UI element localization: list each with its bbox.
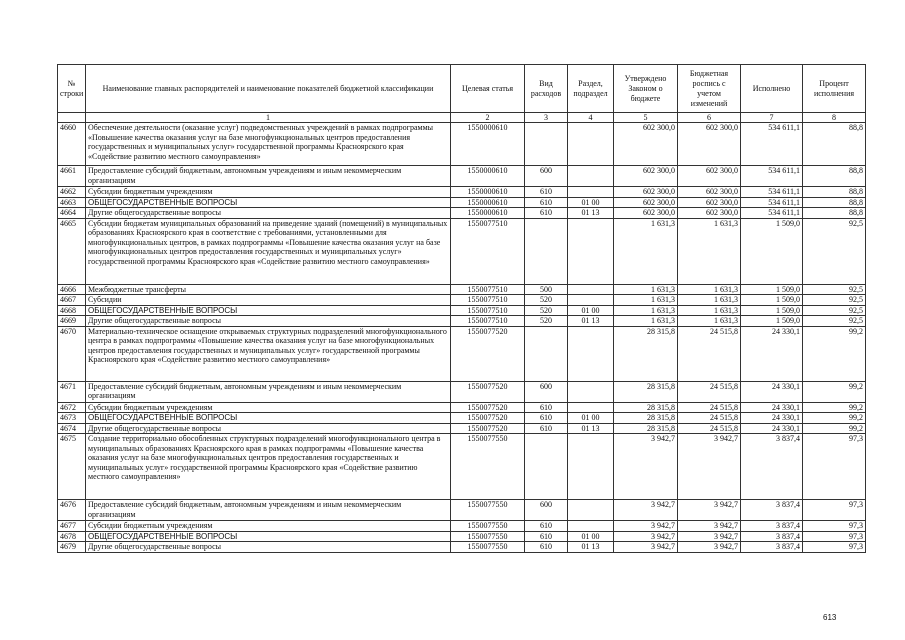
execution-percent: 99,2 [803, 423, 866, 434]
header-budget-schedule: Бюджетная роспись с учетом изменений [678, 65, 741, 113]
section-code: 01 00 [568, 413, 614, 424]
section-code [568, 166, 614, 187]
expense-type: 600 [525, 166, 568, 187]
approved-amount: 1 631,3 [614, 284, 678, 295]
section-code [568, 187, 614, 198]
execution-percent: 88,8 [803, 197, 866, 208]
table-row [58, 208, 866, 219]
row-number: 4673 [58, 413, 86, 424]
schedule-amount: 1 631,3 [678, 284, 741, 295]
expense-type: 610 [525, 531, 568, 542]
execution-percent: 88,8 [803, 208, 866, 219]
schedule-amount: 602 300,0 [678, 123, 741, 166]
schedule-amount: 602 300,0 [678, 187, 741, 198]
executed-amount: 534 611,1 [741, 123, 803, 166]
approved-amount: 28 315,8 [614, 413, 678, 424]
row-number: 4662 [58, 187, 86, 198]
table-row [58, 413, 866, 424]
target-article: 1550077520 [451, 326, 525, 381]
expense-type: 610 [525, 542, 568, 553]
approved-amount: 602 300,0 [614, 187, 678, 198]
approved-amount: 602 300,0 [614, 166, 678, 187]
approved-amount: 3 942,7 [614, 434, 678, 500]
expense-type: 610 [525, 187, 568, 198]
section-code: 01 00 [568, 531, 614, 542]
row-name: Субсидии бюджетам муниципальных образований на приведение зданий (помещений) в муниципальных образованиях Красноярского края в соответствие с требованиями, установленными для многофункциональных центров, в рамках подпрограммы «Повышение качества оказания услуг на базе многофункциональных центров предоставления государственных и муниципальных услуг» государственной программы Красноярского края «Содействие развитию местного самоуправления» [86, 218, 451, 284]
expense-type: 610 [525, 197, 568, 208]
executed-amount: 24 330,1 [741, 423, 803, 434]
table-row [58, 326, 866, 381]
execution-percent: 97,3 [803, 521, 866, 532]
row-number: 4674 [58, 423, 86, 434]
row-name: Предоставление субсидий бюджетным, автономным учреждениям и иным некоммерческим организациям [86, 166, 451, 187]
target-article: 1550077550 [451, 531, 525, 542]
approved-amount: 28 315,8 [614, 381, 678, 402]
expense-type: 610 [525, 521, 568, 532]
target-article: 1550077520 [451, 402, 525, 413]
execution-percent: 92,5 [803, 316, 866, 327]
execution-percent: 88,8 [803, 166, 866, 187]
execution-percent: 92,5 [803, 305, 866, 316]
row-number: 4664 [58, 208, 86, 219]
page-number: 613 [823, 613, 837, 622]
table-row [58, 284, 866, 295]
section-code [568, 123, 614, 166]
target-article: 1550077550 [451, 521, 525, 532]
execution-percent: 97,3 [803, 434, 866, 500]
table-row [58, 542, 866, 553]
expense-type: 610 [525, 413, 568, 424]
row-name: Материально-техническое оснащение открываемых структурных подразделений многофункционального центра в рамках подпрограммы «Повышение качества оказания услуг на базе многофункциональных центров предоставления государственных и муниципальных услуг» государственной программы Красноярского края «Содействие развитию местного самоуправления» [86, 326, 451, 381]
section-code [568, 326, 614, 381]
section-code [568, 218, 614, 284]
execution-percent: 92,5 [803, 284, 866, 295]
section-code [568, 284, 614, 295]
table-row [58, 123, 866, 166]
header-row-number: № строки [58, 65, 86, 113]
section-code: 01 00 [568, 197, 614, 208]
row-name: ОБЩЕГОСУДАРСТВЕННЫЕ ВОПРОСЫ [86, 413, 451, 424]
section-code [568, 500, 614, 521]
table-row [58, 531, 866, 542]
section-code [568, 521, 614, 532]
expense-type: 500 [525, 284, 568, 295]
execution-percent: 99,2 [803, 381, 866, 402]
execution-percent: 92,5 [803, 218, 866, 284]
executed-amount: 3 837,4 [741, 500, 803, 521]
table-row [58, 423, 866, 434]
row-name: Обеспечение деятельности (оказание услуг) подведомственных учреждений в рамках подпрограммы «Повышение качества оказания услуг на базе многофункциональных центров предоставления государственных и муниципальных услуг» государственной программы Красноярского края «Содействие развитию местного самоуправления» [86, 123, 451, 166]
column-number [58, 113, 86, 123]
executed-amount: 534 611,1 [741, 166, 803, 187]
executed-amount: 534 611,1 [741, 208, 803, 219]
column-number: 7 [741, 113, 803, 123]
row-number: 4660 [58, 123, 86, 166]
header-row [58, 65, 866, 113]
schedule-amount: 24 515,8 [678, 402, 741, 413]
approved-amount: 602 300,0 [614, 197, 678, 208]
section-code: 01 00 [568, 305, 614, 316]
schedule-amount: 3 942,7 [678, 500, 741, 521]
row-name: ОБЩЕГОСУДАРСТВЕННЫЕ ВОПРОСЫ [86, 305, 451, 316]
header-approved: Утверждено Законом о бюджете [614, 65, 678, 113]
expense-type: 610 [525, 208, 568, 219]
table-row [58, 521, 866, 532]
table-row [58, 166, 866, 187]
execution-percent: 99,2 [803, 326, 866, 381]
column-number: 2 [451, 113, 525, 123]
header-executed: Исполнено [741, 65, 803, 113]
section-code [568, 434, 614, 500]
column-number: 6 [678, 113, 741, 123]
schedule-amount: 3 942,7 [678, 531, 741, 542]
header-expense-type: Вид расходов [525, 65, 568, 113]
table-row [58, 305, 866, 316]
section-code: 01 13 [568, 542, 614, 553]
row-number: 4665 [58, 218, 86, 284]
approved-amount: 1 631,3 [614, 218, 678, 284]
row-name: Другие общегосударственные вопросы [86, 423, 451, 434]
row-number: 4671 [58, 381, 86, 402]
target-article: 1550077520 [451, 413, 525, 424]
execution-percent: 92,5 [803, 295, 866, 306]
expense-type [525, 218, 568, 284]
schedule-amount: 24 515,8 [678, 381, 741, 402]
expense-type: 520 [525, 295, 568, 306]
approved-amount: 3 942,7 [614, 500, 678, 521]
section-code: 01 13 [568, 208, 614, 219]
executed-amount: 1 509,0 [741, 218, 803, 284]
section-code [568, 402, 614, 413]
approved-amount: 602 300,0 [614, 208, 678, 219]
row-number: 4668 [58, 305, 86, 316]
row-number: 4661 [58, 166, 86, 187]
execution-percent: 97,3 [803, 542, 866, 553]
column-number: 5 [614, 113, 678, 123]
header-target-article: Целевая статья [451, 65, 525, 113]
row-number: 4663 [58, 197, 86, 208]
target-article: 1550077510 [451, 305, 525, 316]
table-row [58, 402, 866, 413]
schedule-amount: 602 300,0 [678, 197, 741, 208]
approved-amount: 28 315,8 [614, 423, 678, 434]
table-row [58, 218, 866, 284]
execution-percent: 99,2 [803, 413, 866, 424]
executed-amount: 24 330,1 [741, 381, 803, 402]
table-row [58, 187, 866, 198]
executed-amount: 24 330,1 [741, 326, 803, 381]
row-name: Субсидии бюджетным учреждениям [86, 521, 451, 532]
execution-percent: 97,3 [803, 531, 866, 542]
header-percent: Процент исполнения [803, 65, 866, 113]
row-number: 4678 [58, 531, 86, 542]
row-number: 4667 [58, 295, 86, 306]
column-number: 8 [803, 113, 866, 123]
executed-amount: 3 837,4 [741, 521, 803, 532]
schedule-amount: 24 515,8 [678, 326, 741, 381]
row-name: Создание территориально обособленных структурных подразделений многофункционального центра в муниципальных образованиях Красноярского края в рамках подпрограммы «Повышение качества оказания услуг на базе многофункциональных центров предоставления государственных и муниципальных услуг» государственной программы Красноярского края «Содействие развитию местного самоуправления» [86, 434, 451, 500]
target-article: 1550077520 [451, 423, 525, 434]
table-row [58, 381, 866, 402]
target-article: 1550000610 [451, 187, 525, 198]
row-number: 4675 [58, 434, 86, 500]
approved-amount: 1 631,3 [614, 305, 678, 316]
section-code: 01 13 [568, 423, 614, 434]
row-name: Предоставление субсидий бюджетным, автономным учреждениям и иным некоммерческим организациям [86, 500, 451, 521]
executed-amount: 1 509,0 [741, 295, 803, 306]
expense-type: 520 [525, 305, 568, 316]
row-number: 4670 [58, 326, 86, 381]
schedule-amount: 24 515,8 [678, 413, 741, 424]
row-number: 4677 [58, 521, 86, 532]
approved-amount: 3 942,7 [614, 531, 678, 542]
table-row [58, 197, 866, 208]
row-name: Межбюджетные трансферты [86, 284, 451, 295]
column-number: 1 [86, 113, 451, 123]
schedule-amount: 1 631,3 [678, 316, 741, 327]
table-row [58, 500, 866, 521]
schedule-amount: 602 300,0 [678, 208, 741, 219]
column-number: 4 [568, 113, 614, 123]
expense-type: 600 [525, 381, 568, 402]
target-article: 1550077550 [451, 434, 525, 500]
schedule-amount: 1 631,3 [678, 305, 741, 316]
row-name: Другие общегосударственные вопросы [86, 316, 451, 327]
header-section: Раздел, подраздел [568, 65, 614, 113]
expense-type [525, 326, 568, 381]
budget-execution-table [57, 64, 866, 553]
executed-amount: 1 509,0 [741, 316, 803, 327]
target-article: 1550077510 [451, 218, 525, 284]
schedule-amount: 3 942,7 [678, 542, 741, 553]
expense-type: 600 [525, 500, 568, 521]
schedule-amount: 3 942,7 [678, 521, 741, 532]
row-number: 4666 [58, 284, 86, 295]
execution-percent: 88,8 [803, 187, 866, 198]
executed-amount: 24 330,1 [741, 402, 803, 413]
approved-amount: 3 942,7 [614, 542, 678, 553]
approved-amount: 28 315,8 [614, 326, 678, 381]
expense-type: 520 [525, 316, 568, 327]
expense-type: 610 [525, 402, 568, 413]
schedule-amount: 602 300,0 [678, 166, 741, 187]
target-article: 1550000610 [451, 123, 525, 166]
approved-amount: 3 942,7 [614, 521, 678, 532]
execution-percent: 99,2 [803, 402, 866, 413]
schedule-amount: 1 631,3 [678, 295, 741, 306]
target-article: 1550000610 [451, 208, 525, 219]
row-name: ОБЩЕГОСУДАРСТВЕННЫЕ ВОПРОСЫ [86, 531, 451, 542]
executed-amount: 534 611,1 [741, 197, 803, 208]
executed-amount: 1 509,0 [741, 305, 803, 316]
target-article: 1550000610 [451, 197, 525, 208]
row-name: Предоставление субсидий бюджетным, автономным учреждениям и иным некоммерческим организациям [86, 381, 451, 402]
schedule-amount: 1 631,3 [678, 218, 741, 284]
table-row [58, 295, 866, 306]
row-name: Другие общегосударственные вопросы [86, 208, 451, 219]
approved-amount: 28 315,8 [614, 402, 678, 413]
row-number: 4679 [58, 542, 86, 553]
target-article: 1550077510 [451, 284, 525, 295]
execution-percent: 88,8 [803, 123, 866, 166]
section-code: 01 13 [568, 316, 614, 327]
expense-type [525, 434, 568, 500]
column-number: 3 [525, 113, 568, 123]
column-number-row [58, 113, 866, 123]
table-row [58, 434, 866, 500]
section-code [568, 381, 614, 402]
table-row [58, 316, 866, 327]
row-number: 4672 [58, 402, 86, 413]
expense-type: 610 [525, 423, 568, 434]
row-number: 4669 [58, 316, 86, 327]
row-name: ОБЩЕГОСУДАРСТВЕННЫЕ ВОПРОСЫ [86, 197, 451, 208]
approved-amount: 1 631,3 [614, 316, 678, 327]
row-name: Субсидии бюджетным учреждениям [86, 187, 451, 198]
row-number: 4676 [58, 500, 86, 521]
schedule-amount: 3 942,7 [678, 434, 741, 500]
target-article: 1550077550 [451, 500, 525, 521]
target-article: 1550000610 [451, 166, 525, 187]
target-article: 1550077520 [451, 381, 525, 402]
expense-type [525, 123, 568, 166]
executed-amount: 534 611,1 [741, 187, 803, 198]
table-body [58, 123, 866, 553]
executed-amount: 1 509,0 [741, 284, 803, 295]
executed-amount: 3 837,4 [741, 542, 803, 553]
row-name: Субсидии [86, 295, 451, 306]
schedule-amount: 24 515,8 [678, 423, 741, 434]
execution-percent: 97,3 [803, 500, 866, 521]
row-name: Другие общегосударственные вопросы [86, 542, 451, 553]
executed-amount: 3 837,4 [741, 434, 803, 500]
approved-amount: 1 631,3 [614, 295, 678, 306]
target-article: 1550077550 [451, 542, 525, 553]
executed-amount: 3 837,4 [741, 531, 803, 542]
section-code [568, 295, 614, 306]
row-name: Субсидии бюджетным учреждениям [86, 402, 451, 413]
executed-amount: 24 330,1 [741, 413, 803, 424]
target-article: 1550077510 [451, 316, 525, 327]
header-name: Наименование главных распорядителей и наименование показателей бюджетной классификации [86, 65, 451, 113]
target-article: 1550077510 [451, 295, 525, 306]
approved-amount: 602 300,0 [614, 123, 678, 166]
